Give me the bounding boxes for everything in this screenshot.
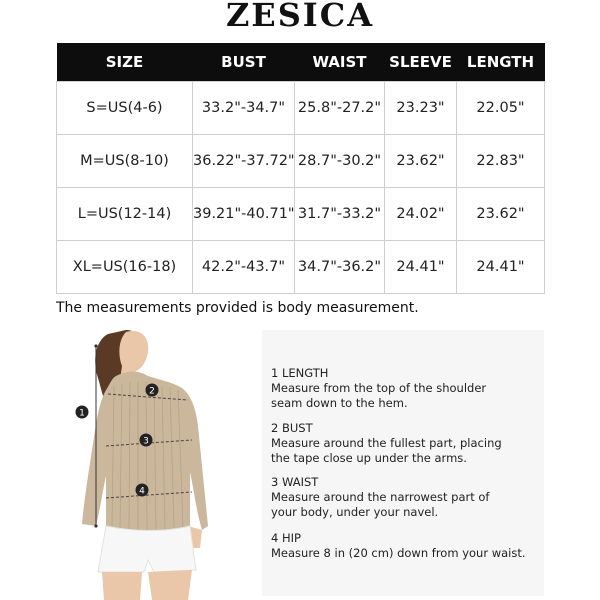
cell-waist: 31.7"-33.2" <box>295 188 385 241</box>
instruction-length <box>271 366 539 411</box>
instruction-text: Measure around the narrowest part of <box>271 490 490 504</box>
cell-bust: 36.22"-37.72" <box>193 135 295 188</box>
instruction-bust <box>271 421 539 466</box>
cell-size: S=US(4-6) <box>57 82 193 135</box>
instruction-text: seam down to the hem. <box>271 396 408 410</box>
header-waist: WAIST <box>295 43 385 82</box>
cell-sleeve: 24.02" <box>385 188 457 241</box>
skirt <box>98 526 196 572</box>
legs <box>102 570 192 600</box>
cell-bust: 33.2"-34.7" <box>193 82 295 135</box>
instruction-text: the tape close up under the arms. <box>271 451 467 465</box>
cell-sleeve: 23.23" <box>385 82 457 135</box>
brand-logo: ZESICA <box>225 0 375 34</box>
table-row <box>57 188 545 241</box>
cell-size: XL=US(16-18) <box>57 241 193 294</box>
header-bust: BUST <box>193 43 295 82</box>
instruction-waist <box>271 475 539 520</box>
cell-length: 22.05" <box>457 82 545 135</box>
cell-waist: 34.7"-36.2" <box>295 241 385 294</box>
marker-2 <box>146 384 159 397</box>
cell-size: M=US(8-10) <box>57 135 193 188</box>
cell-length: 24.41" <box>457 241 545 294</box>
instruction-text: Measure 8 in (20 cm) down from your waist. <box>271 546 526 560</box>
svg-text:4: 4 <box>139 486 145 497</box>
cell-sleeve: 23.62" <box>385 135 457 188</box>
instruction-text: Measure around the fullest part, placing <box>271 436 502 450</box>
table-row <box>57 135 545 188</box>
marker-4 <box>136 484 149 497</box>
instruction-title: 1 LENGTH <box>271 366 329 380</box>
cell-waist: 28.7"-30.2" <box>295 135 385 188</box>
model-figure <box>56 326 256 600</box>
instruction-hip <box>271 531 539 561</box>
table-row <box>57 82 545 135</box>
cell-sleeve: 24.41" <box>385 241 457 294</box>
table-row <box>57 241 545 294</box>
instruction-text: Measure from the top of the shoulder <box>271 381 487 395</box>
instruction-title: 2 BUST <box>271 421 313 435</box>
header-length: LENGTH <box>457 43 545 82</box>
instruction-text: your body, under your navel. <box>271 505 439 519</box>
header-sleeve: SLEEVE <box>385 43 457 82</box>
size-chart-table <box>56 43 545 294</box>
instruction-title: 4 HIP <box>271 531 301 545</box>
cell-bust: 39.21"-40.71" <box>193 188 295 241</box>
cell-length: 22.83" <box>457 135 545 188</box>
cell-waist: 25.8"-27.2" <box>295 82 385 135</box>
cell-size: L=US(12-14) <box>57 188 193 241</box>
header-size: SIZE <box>57 43 193 82</box>
cell-length: 23.62" <box>457 188 545 241</box>
svg-text:1: 1 <box>79 408 85 419</box>
cell-bust: 42.2"-43.7" <box>193 241 295 294</box>
marker-3 <box>140 434 153 447</box>
marker-1 <box>76 406 89 419</box>
table-header-row <box>57 43 545 82</box>
svg-text:2: 2 <box>149 386 155 397</box>
svg-text:3: 3 <box>143 436 149 447</box>
sweater <box>82 372 208 531</box>
measurement-note: The measurements provided is body measurement. <box>56 300 419 316</box>
measurement-instructions-panel <box>262 330 544 596</box>
instruction-title: 3 WAIST <box>271 475 319 489</box>
